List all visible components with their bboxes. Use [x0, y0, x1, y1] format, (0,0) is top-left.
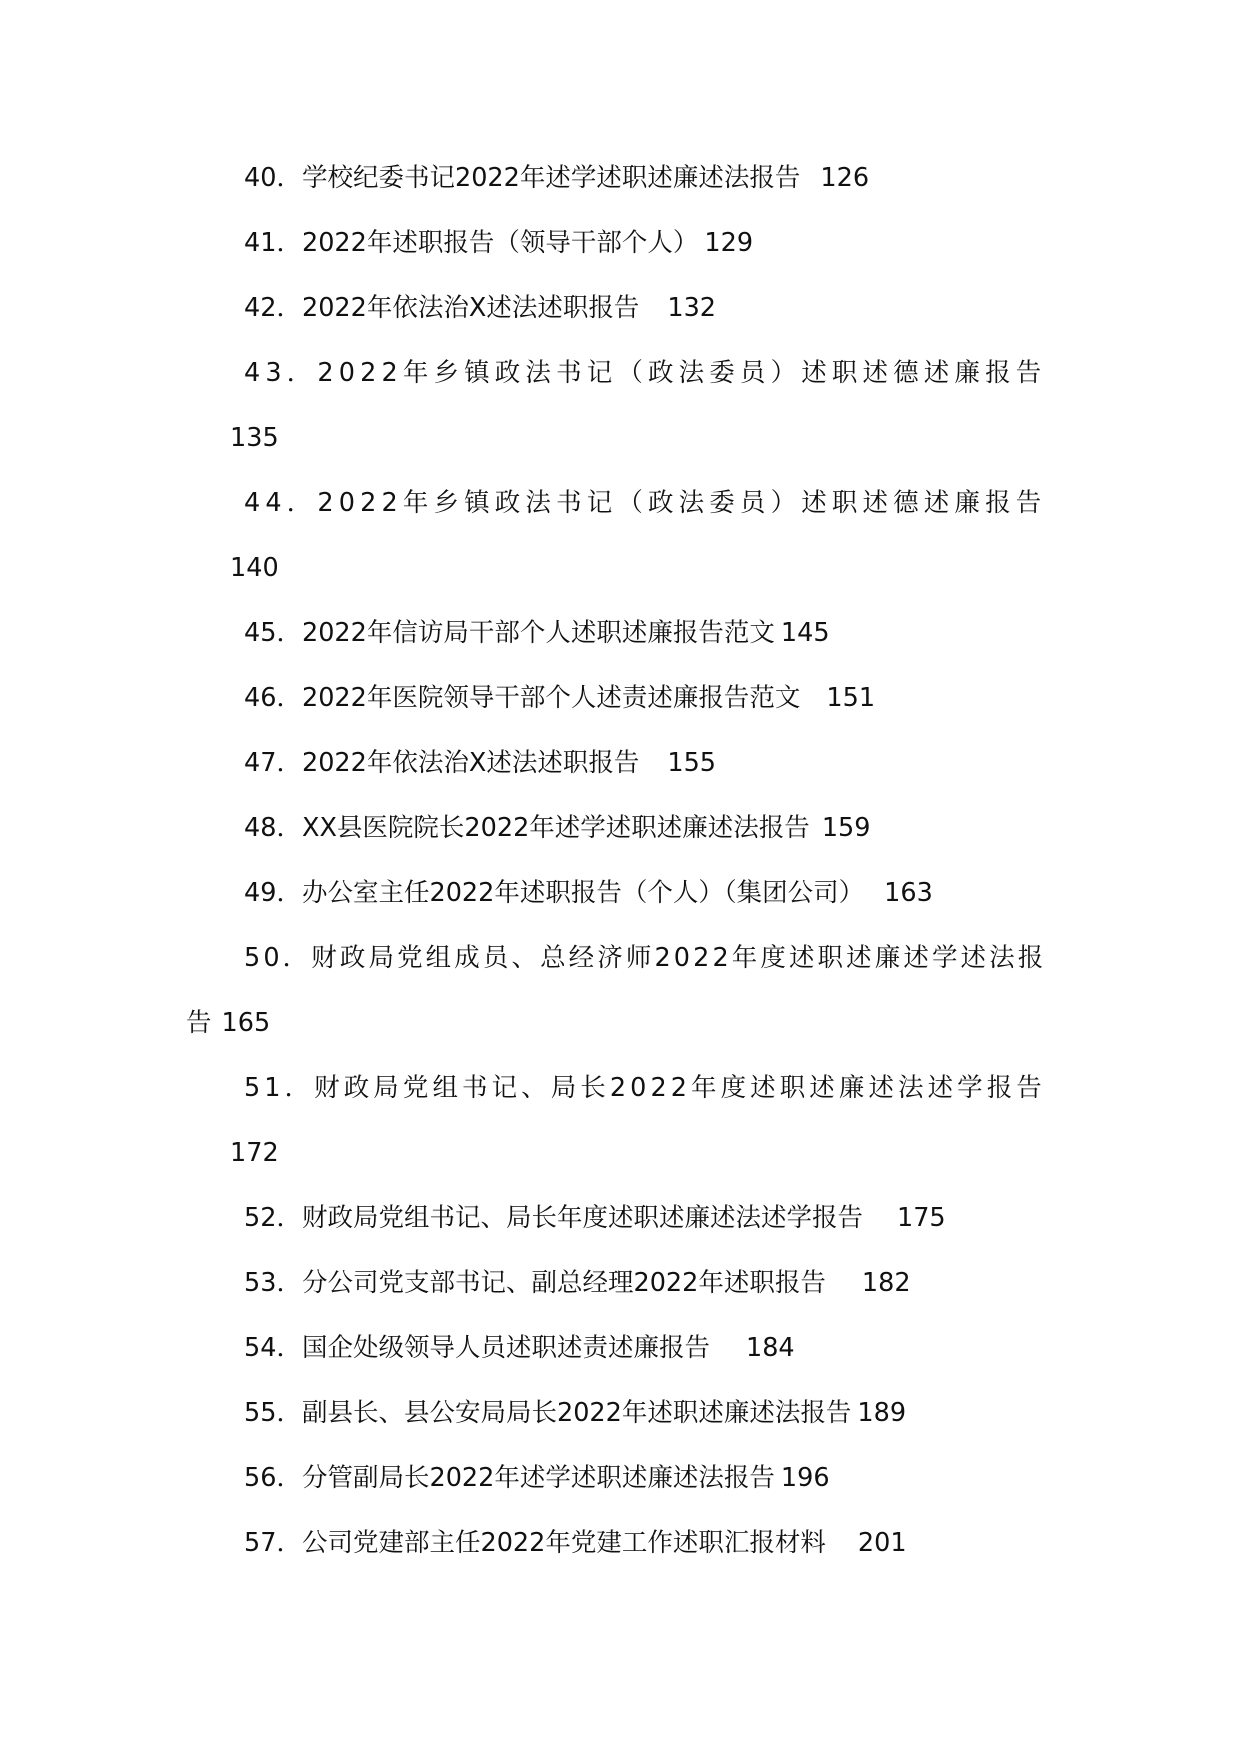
toc-entry-number: 56 — [244, 1463, 277, 1493]
toc-entry-separator: ． — [276, 228, 302, 258]
toc-entry[interactable] — [244, 1201, 946, 1235]
toc-entry-separator: ． — [276, 1463, 302, 1493]
toc-entry-title: 公司党建部主任2022年党建工作述职汇报材料 — [301, 1528, 826, 1558]
toc-entry-page: 135 — [230, 423, 279, 453]
toc-entry[interactable] — [244, 941, 1046, 975]
toc-entry-title: 副县长、县公安局局长2022年述职述廉述法报告 — [301, 1398, 852, 1428]
toc-entry[interactable] — [244, 226, 753, 260]
toc-entry[interactable] — [244, 746, 716, 780]
toc-entry-page: 126 — [820, 163, 870, 193]
toc-entry-page: 155 — [667, 748, 717, 778]
toc-entry[interactable] — [244, 1526, 907, 1560]
toc-entry-page: 159 — [821, 813, 871, 843]
toc-entry-title: 2022年医院领导干部个人述责述廉报告范文 — [301, 683, 801, 713]
toc-entry-title: 2022年乡镇政法书记（政法委员）述职述德述廉报告 — [317, 358, 1047, 388]
toc-entry-page: 184 — [745, 1333, 795, 1363]
toc-entry-continuation[interactable] — [230, 1136, 279, 1170]
toc-entry-page: 172 — [230, 1138, 279, 1168]
toc-entry[interactable] — [244, 486, 1046, 520]
toc-entry-title: 学校纪委书记2022年述学述职述廉述法报告 — [301, 163, 801, 193]
toc-entry-page: 182 — [861, 1268, 911, 1298]
toc-entry[interactable] — [244, 1461, 830, 1495]
toc-entry-page: 189 — [857, 1398, 907, 1428]
toc-entry-number: 44 — [244, 488, 287, 518]
toc-entry[interactable] — [244, 876, 933, 910]
toc-entry[interactable] — [244, 356, 1046, 390]
toc-entry[interactable] — [244, 1331, 795, 1365]
toc-entry-page: 132 — [667, 293, 717, 323]
toc-entry-continuation[interactable] — [186, 1006, 270, 1040]
toc-entry-separator: ． — [276, 748, 302, 778]
toc-entry-number: 51 — [244, 1073, 285, 1103]
toc-entry-continuation[interactable] — [230, 421, 279, 455]
toc-entry-page: 163 — [884, 878, 933, 908]
toc-entry[interactable] — [244, 161, 869, 195]
toc-entry-separator: ． — [284, 1073, 315, 1103]
toc-entry[interactable] — [244, 616, 830, 650]
toc-entry-number: 53 — [244, 1268, 277, 1298]
toc-entry-title: 2022年述职报告（领导干部个人） — [301, 228, 699, 258]
toc-entry-number: 45 — [244, 618, 277, 648]
toc-entry-separator: ． — [276, 1268, 302, 1298]
toc-entry-separator: ． — [276, 1203, 302, 1233]
toc-entry-page: 140 — [230, 553, 279, 583]
toc-entry-separator: ． — [276, 813, 302, 843]
toc-entry-number: 50 — [244, 943, 283, 973]
toc-entry-separator: ． — [276, 293, 302, 323]
toc-entry-continuation[interactable] — [230, 551, 279, 585]
toc-entry-title: 财政局党组书记、局长2022年度述职述廉述法述学报告 — [314, 1073, 1046, 1103]
toc-entry-number: 52 — [244, 1203, 277, 1233]
toc-entry-title: 2022年信访局干部个人述职述廉报告范文 — [301, 618, 775, 648]
toc-entry-title: 财政局党组书记、局长年度述职述廉述法述学报告 — [301, 1203, 863, 1233]
toc-entry-title: 分管副局长2022年述学述职述廉述法报告 — [301, 1463, 775, 1493]
toc-entry[interactable] — [244, 811, 870, 845]
toc-entry-title: 办公室主任2022年述职报告（个人）（集团公司） — [301, 878, 865, 908]
toc-entry-page: 196 — [780, 1463, 830, 1493]
toc-entry-separator: ． — [276, 618, 302, 648]
toc-entry-number: 49 — [244, 878, 277, 908]
toc-entry-number: 46 — [244, 683, 277, 713]
toc-entry-title-tail: 告 — [186, 1008, 212, 1038]
toc-entry-page: 129 — [704, 228, 754, 258]
toc-entry-page: 165 — [221, 1008, 271, 1038]
toc-entry-title: 2022年依法治X述法述职报告 — [301, 748, 640, 778]
toc-entry-separator: ． — [276, 1333, 302, 1363]
toc-entry-title: 分公司党支部书记、副总经理2022年述职报告 — [301, 1268, 826, 1298]
toc-entry-title: 财政局党组成员、总经济师2022年度述职述廉述学述法报 — [311, 943, 1047, 973]
toc-entry[interactable] — [244, 1266, 911, 1300]
toc-entry-page: 145 — [780, 618, 830, 648]
toc-entry[interactable] — [244, 1071, 1046, 1105]
toc-entry-separator: ． — [276, 163, 302, 193]
toc-entry-number: 42 — [244, 293, 277, 323]
toc-entry-separator: ． — [286, 358, 318, 388]
toc-entry-separator: ． — [286, 488, 318, 518]
toc-entry-separator: ． — [276, 683, 302, 713]
toc-entry[interactable] — [244, 681, 875, 715]
toc-entry-number: 54 — [244, 1333, 277, 1363]
toc-entry-title: 国企处级领导人员述职述责述廉报告 — [301, 1333, 710, 1363]
toc-entry-separator: ． — [276, 1398, 302, 1428]
toc-entry-separator: ． — [276, 878, 302, 908]
toc-entry-separator: ． — [282, 943, 312, 973]
toc-entry-title: 2022年依法治X述法述职报告 — [301, 293, 640, 323]
toc-entry[interactable] — [244, 1396, 906, 1430]
toc-entry-number: 41 — [244, 228, 277, 258]
toc-entry-number: 40 — [244, 163, 277, 193]
toc-entry-number: 57 — [244, 1528, 277, 1558]
toc-entry-title: XX县医院院长2022年述学述职述廉述法报告 — [301, 813, 810, 843]
toc-entry-page: 175 — [896, 1203, 946, 1233]
toc-entry-number: 55 — [244, 1398, 277, 1428]
toc-entry-number: 47 — [244, 748, 277, 778]
toc-entry-separator: ． — [276, 1528, 302, 1558]
toc-entry-page: 201 — [857, 1528, 907, 1558]
toc-entry-number: 43 — [244, 358, 287, 388]
toc-entry-page: 151 — [826, 683, 876, 713]
toc-entry-number: 48 — [244, 813, 277, 843]
toc-entry-title: 2022年乡镇政法书记（政法委员）述职述德述廉报告 — [317, 488, 1047, 518]
toc-entry[interactable] — [244, 291, 716, 325]
